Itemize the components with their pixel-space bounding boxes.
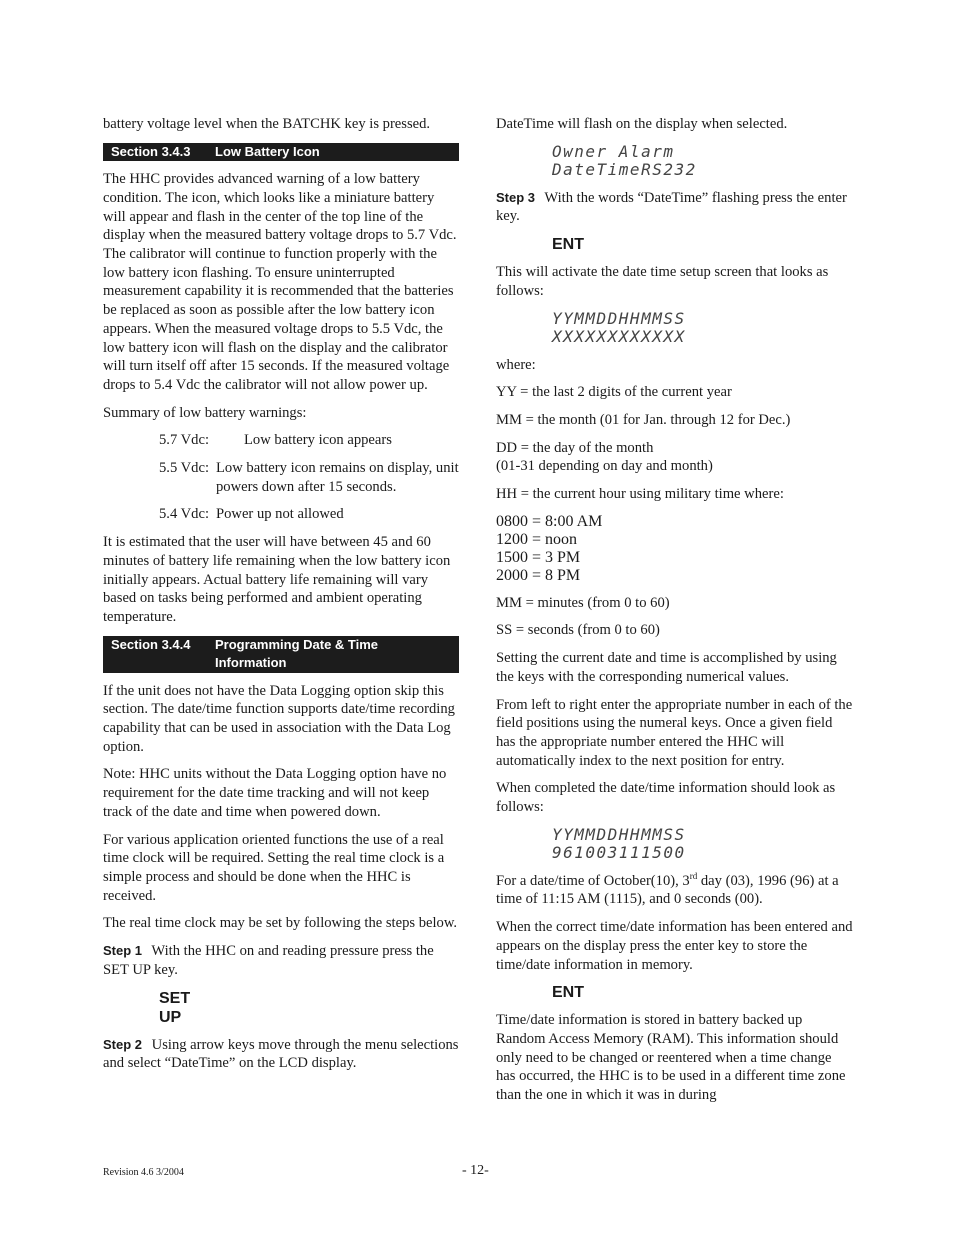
definition-mm: MM = the month (01 for Jan. through 12 for Dec.) [496, 411, 791, 428]
definition-dd-line2: (01-31 depending on day and month) [496, 458, 713, 475]
definition-hh-text: HH = the current hour using military time where: [496, 486, 784, 503]
section-number: Section 3.4.4 [111, 636, 191, 652]
ent-key: ENT [552, 984, 584, 1002]
definition-minutes: MM = minutes (from 0 to 60) [496, 594, 670, 611]
time-example: 0800 = 8:00 AM [496, 512, 603, 530]
paragraph: The HHC provides advanced warning of a low battery condition. The icon, which looks like a miniature battery will appear and flash in the center of the top line of the display when the measured battery voltage drops to 5.7 Vdc. The calibrator will continue to function properly with the low battery icon flashing. To ensure uninterrupted measurement capability it is recommended that the batteries be replaced as soon as possible after the low battery icon appears. When the measured voltage drops to 5.5 Vdc, the low battery icon will flash on the display and the calibrator will turn itself off after 15 seconds. If the measured voltage drops to 5.4 Vdc the calibrator will not allow power up. [103, 171, 457, 393]
definition-seconds: SS = seconds (from 0 to 60) [496, 622, 660, 639]
warning-voltage: 5.4 Vdc: [159, 506, 209, 523]
time-example: 1500 = 3 PM [496, 548, 581, 566]
section-header-3-4-3 [103, 143, 459, 162]
paragraph: battery voltage level when the BATCHK key is pressed. [103, 116, 431, 132]
set-up-key [159, 989, 459, 1027]
warning-row [159, 459, 459, 496]
paragraph: DateTime will flash on the display when selected. [496, 116, 788, 132]
lcd-line: YYMMDDHHMMSS [552, 308, 686, 328]
lcd-line: DateTimeRS232 [552, 160, 697, 180]
warning-text: Low battery icon appears [244, 432, 392, 449]
step-text: With the HHC on and reading pressure press the SET UP key. [103, 943, 434, 978]
warning-voltage: 5.7 Vdc: [159, 432, 209, 449]
warning-row [159, 505, 459, 524]
warning-text: Power up not allowed [216, 506, 344, 523]
right-column [496, 115, 854, 1114]
text: day (03), 1996 (96) at a time of 11:15 AM (1115), and 0 seconds (00). [496, 872, 839, 908]
paragraph: From left to right enter the appropriate number in each of the field positions using the numeral keys. Once a given field has the appropriate number entered the HHC will automatically index to the next position for entry. [496, 696, 853, 769]
key-label-up: UP [159, 1008, 182, 1026]
revision-footer: Revision 4.6 3/2004 [103, 1167, 184, 1178]
section-number: Section 3.4.3 [111, 143, 191, 159]
paragraph: Note: HHC units without the Data Logging option have no requirement for the date time tracking and will not keep track of the date and time when powered down. [103, 766, 447, 820]
definition-yy: YY = the last 2 digits of the current year [496, 384, 732, 401]
paragraph: Summary of low battery warnings: [103, 404, 307, 421]
section-title: Low Battery Icon [215, 143, 320, 159]
paragraph: It is estimated that the user will have between 45 and 60 minutes of battery life remaining when the low battery icon initially appears. Actual battery life remaining will vary based on tasks being performed and ambient operating temperature. [103, 534, 451, 625]
step-label: Step 1 [103, 943, 143, 959]
paragraph: When the correct time/date information has been entered and appears on the display press the enter key to store the time/date information in memory. [496, 919, 853, 973]
paragraph: The real time clock may be set by following the steps below. [103, 915, 458, 932]
paragraph [496, 872, 854, 909]
paragraph: This will activate the date time setup screen that looks as follows: [496, 264, 829, 299]
lcd-line: Owner Alarm [552, 141, 675, 161]
definition-dd-line1: DD = the day of the month [496, 439, 654, 456]
warning-voltage: 5.5 Vdc: [159, 460, 209, 477]
key-label-set: SET [159, 989, 191, 1007]
definition-dd [496, 439, 854, 476]
step-text: With the words “DateTime” flashing press the enter key. [496, 189, 847, 225]
step-3 [496, 189, 854, 226]
paragraph: Setting the current date and time is accomplished by using the keys with the corresponding numerical values. [496, 650, 837, 685]
warning-text: Low battery icon remains on display, unit powers down after 15 seconds. [216, 460, 459, 495]
paragraph: where: [496, 356, 536, 373]
step-text: Using arrow keys move through the menu selections and select “DateTime” on the LCD display. [103, 1036, 459, 1072]
section-title: Programming Date & Time Information [215, 636, 379, 671]
section-header-3-4-4 [103, 636, 459, 673]
time-example: 1200 = noon [496, 530, 578, 548]
warning-row [159, 431, 459, 450]
step-label: Step 2 [103, 1036, 143, 1052]
step-1 [103, 942, 459, 979]
paragraph: For various application oriented functions the use of a real time clock will be required. Setting the real time clock is a simple process and should be done when the HHC is received. [103, 831, 445, 904]
lcd-line: 961003111500 [552, 843, 686, 863]
page-number: - 12- [462, 1163, 489, 1178]
superscript: rd [689, 870, 698, 881]
lcd-display-setup [552, 310, 854, 347]
paragraph: If the unit does not have the Data Logging option skip this section. The date/time function supports date/time recording capability that can be used in association with the Data Log option. [103, 682, 455, 755]
step-label: Step 3 [496, 189, 536, 205]
step-2 [103, 1036, 459, 1073]
lcd-display-example [552, 826, 854, 863]
lcd-line: YYMMDDHHMMSS [552, 824, 686, 844]
text: For a date/time of October(10), 3 [496, 872, 690, 889]
paragraph: When completed the date/time information should look as follows: [496, 780, 836, 816]
lcd-display-menu [552, 143, 854, 180]
ent-key: ENT [552, 236, 584, 254]
paragraph: Time/date information is stored in battery backed up Random Access Memory (RAM). This information should only need to be changed or reentered when a time change has occurred, the HHC is to be used in a different time zone than the one in which it was in during [496, 1012, 846, 1104]
left-column [103, 115, 459, 1082]
lcd-line: XXXXXXXXXXXX [552, 327, 686, 347]
definition-hh [496, 485, 854, 504]
time-example: 2000 = 8 PM [496, 566, 581, 584]
